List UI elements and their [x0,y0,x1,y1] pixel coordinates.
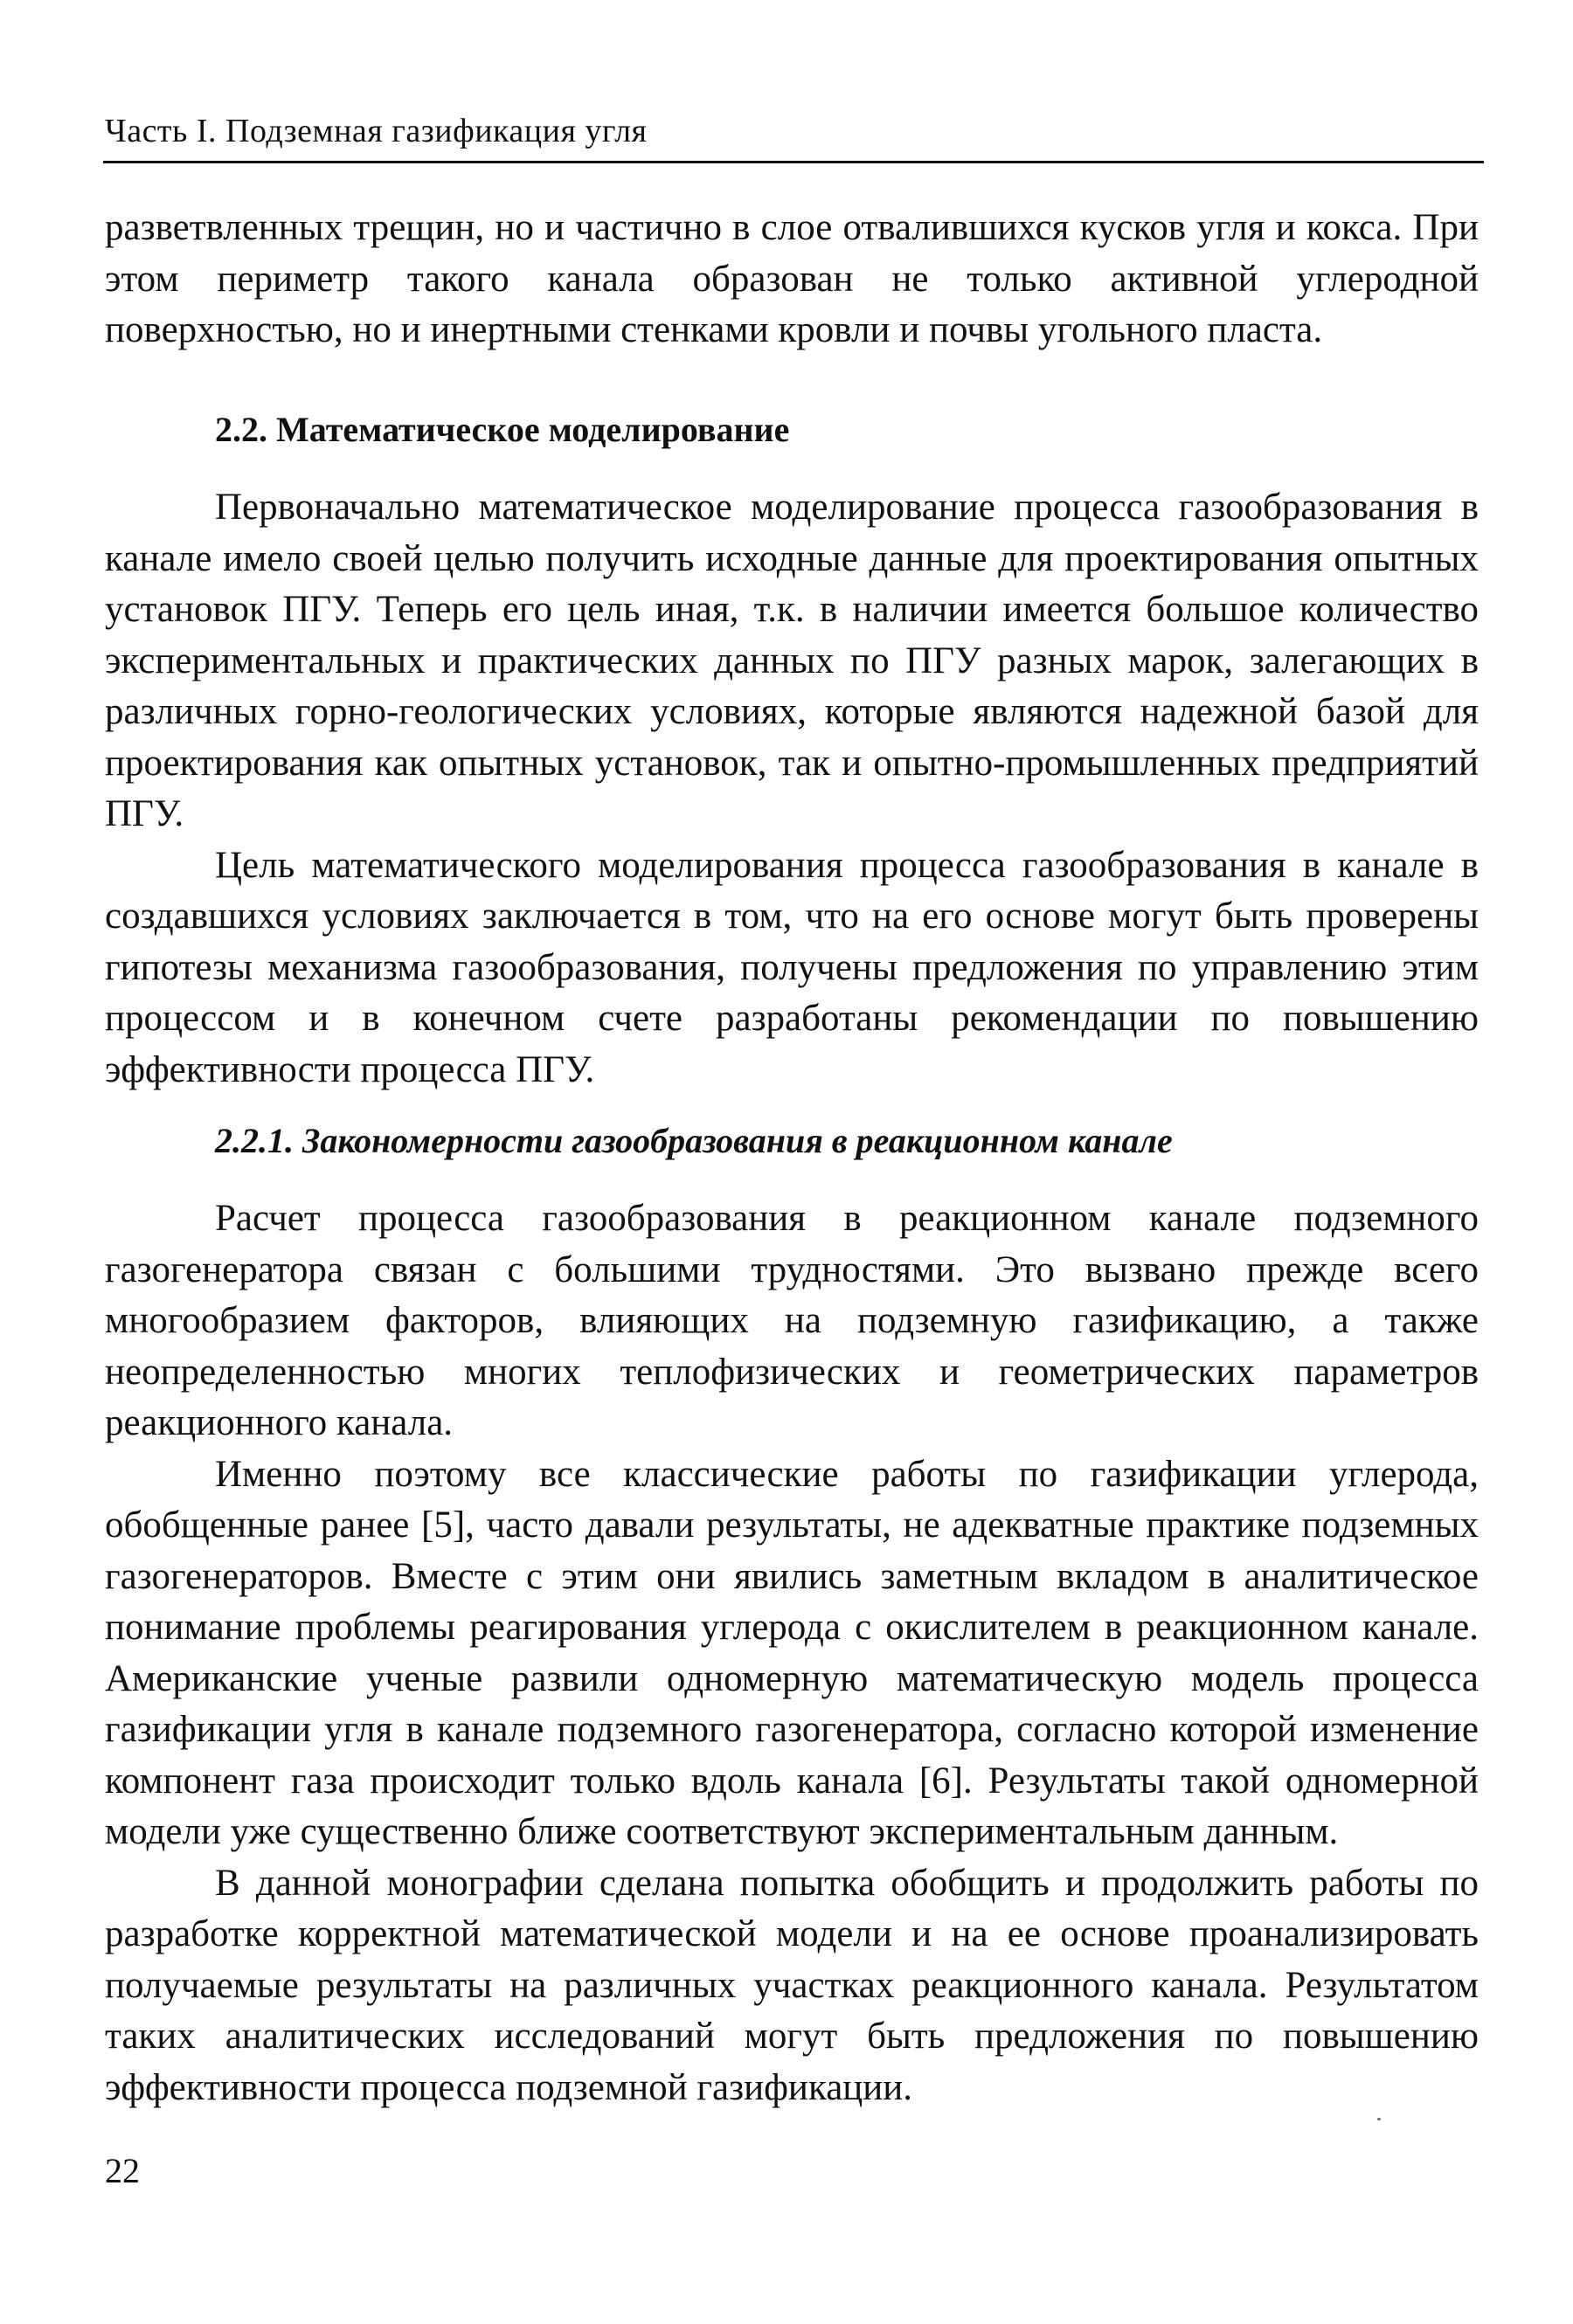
header-rule [103,161,1484,163]
scan-speck [1377,2118,1381,2120]
paragraph: Цель математического моделирования процесса газообразования в канале в создавшихся условиях заключается в том, что на его основе могут быть проверены гипотезы механизма газообразования, получены предложения по управлению этим процессом и в конечном счете разработаны рекомендации по повышению эффективности процесса ПГУ. [105,844,1479,1090]
paragraph: Расчет процесса газообразования в реакционном канале подземного газогенератора связан с большими трудностями. Это вызвано прежде всего многообразием факторов, влияющих на подземную газификацию, а также неопределенностью многих теплофизических и геометрических параметров реакционного канала. [105,1198,1479,1443]
paragraph: Именно поэтому все классические работы по газификации углерода, обобщенные ранее [5], часто давали результаты, не адекватные практике подземных газогенераторов. Вместе с этим они явились заметным вкладом в аналитическое понимание проблемы реагирования углерода с окислителем в реакционном канале. Американские ученые развили одномерную математическую модель процесса газификации угля в канале подземного газогенератора, согласно которой изменение компонент газа происходит только вдоль канала [6]. Результаты такой одномерной модели уже существенно ближе соответствуют экспериментальным данным. [105,1453,1479,1852]
page-number: 22 [105,2151,140,2190]
section-heading-2-2-1: 2.2.1. Закономерности газообразования в реакционном канале [215,1121,1173,1160]
running-head: Часть I. Подземная газификация угля [105,113,648,149]
continuation-block [105,203,1479,356]
paragraph: Первоначально математическое моделирование процесса газообразования в канале имело своей целью получить исходные данные для проектирования опытных установок ПГУ. Теперь его цель иная, т.к. в наличии имеется большое количество экспериментальных и практических данных по ПГУ разных марок, залегающих в различных горно-геологических условиях, которые являются надежной базой для проектирования как опытных установок, так и опытно-промышленных предприятий ПГУ. [105,487,1479,834]
section-2-2-body [105,482,1479,1096]
section-heading-2-2: 2.2. Математическое моделирование [215,410,790,449]
continuation-paragraph: разветвленных трещин, но и частично в слое отвалившихся кусков угля и кокса. При этом периметр такого канала образован не только активной углеродной поверхностью, но и инертными стенками кровли и почвы угольного пласта. [105,207,1479,350]
section-2-2-1-body [105,1193,1479,2113]
paragraph: В данной монографии сделана попытка обобщить и продолжить работы по разработке корректной математической модели и на ее основе проанализировать получаемые результаты на различных участках реакционного канала. Результатом таких аналитических исследований могут быть предложения по повышению эффективности процесса подземной газификации. [105,1862,1479,2108]
